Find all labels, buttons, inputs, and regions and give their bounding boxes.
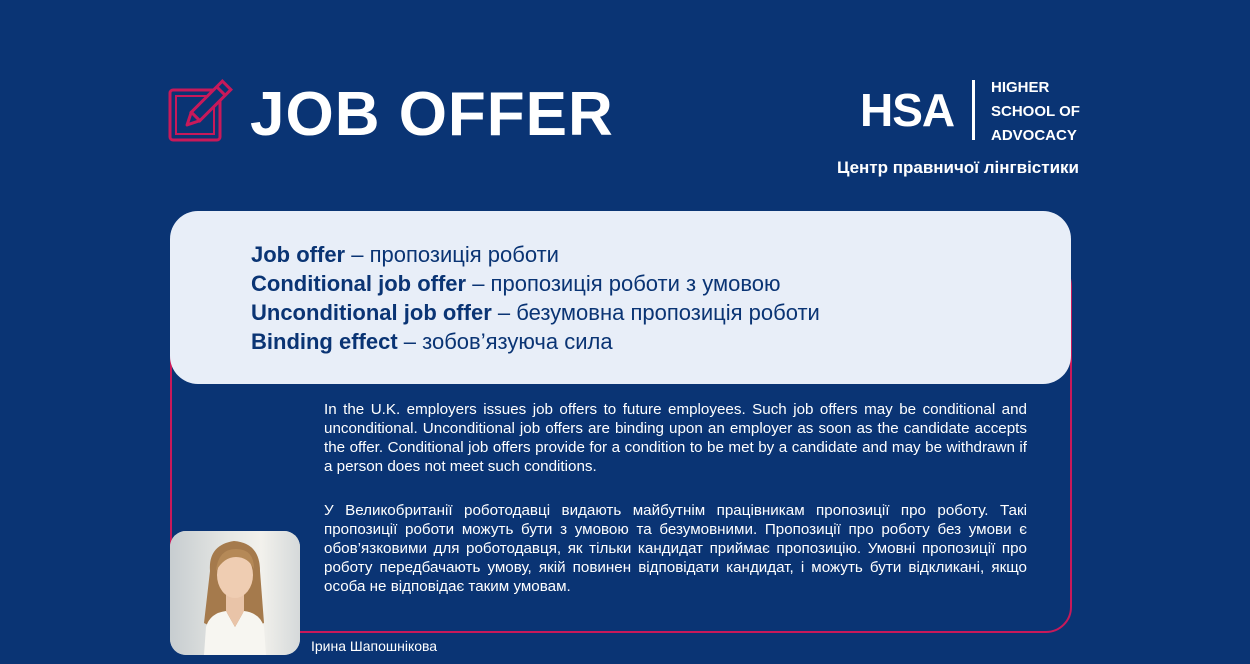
glossary-definition: – пропозиція роботи з умовою [466,271,781,296]
logo-text-line: SCHOOL OF [991,103,1080,120]
glossary-definition: – зобов’язуюча сила [397,329,613,354]
ukrainian-paragraph: У Великобританії роботодавці видають майбутнім працівникам пропозиції про роботу. Такі пропозиції роботи можуть бути з умовою та безумовними. Пропозиції про роботу без умови є обов’язковими для роботодавця, як тільки кандидат приймає пропозицію. Умовні пропозиції про роботу передбачають умову, якій повинен відповідати кандидат, і можуть бути відкликані, якщо особа не відповідає таким умовам. [324,502,1027,595]
glossary-term: Conditional job offer [251,271,467,296]
logo-divider [972,80,975,140]
glossary-item [251,240,1071,269]
glossary-definition: – пропозиція роботи [345,242,559,267]
glossary-item [251,269,1071,298]
author-name: Ірина Шапошнікова [311,638,438,654]
glossary-term: Job offer [251,242,346,267]
logo-text-line: HIGHER [991,79,1050,96]
english-paragraph: In the U.K. employers issues job offers to future employees. Such job offers may be conditional and unconditional. Unconditional job offers are binding upon an employer as soon as the candidate accepts the offer. Conditional job offers provide for a condition to be met by a candidate and may be withdrawn if a person does not meet such conditions. [324,401,1027,475]
logo-text [991,76,1080,148]
glossary-item [251,298,1071,327]
hsa-logo [858,76,1083,146]
glossary-term: Unconditional job offer [251,300,492,325]
author-photo [170,531,300,655]
logo-text-line: ADVOCACY [991,127,1077,144]
glossary-item [251,327,1071,356]
edit-note-icon [166,78,234,146]
logo-subtitle: Центр правничої лінгвістики [836,158,1079,177]
glossary-definition: – безумовна пропозиція роботи [491,300,820,325]
page-title: JOB OFFER [250,80,614,149]
glossary-term: Binding effect [251,329,398,354]
glossary-card [170,211,1071,384]
logo-mark: HSA [860,84,955,136]
